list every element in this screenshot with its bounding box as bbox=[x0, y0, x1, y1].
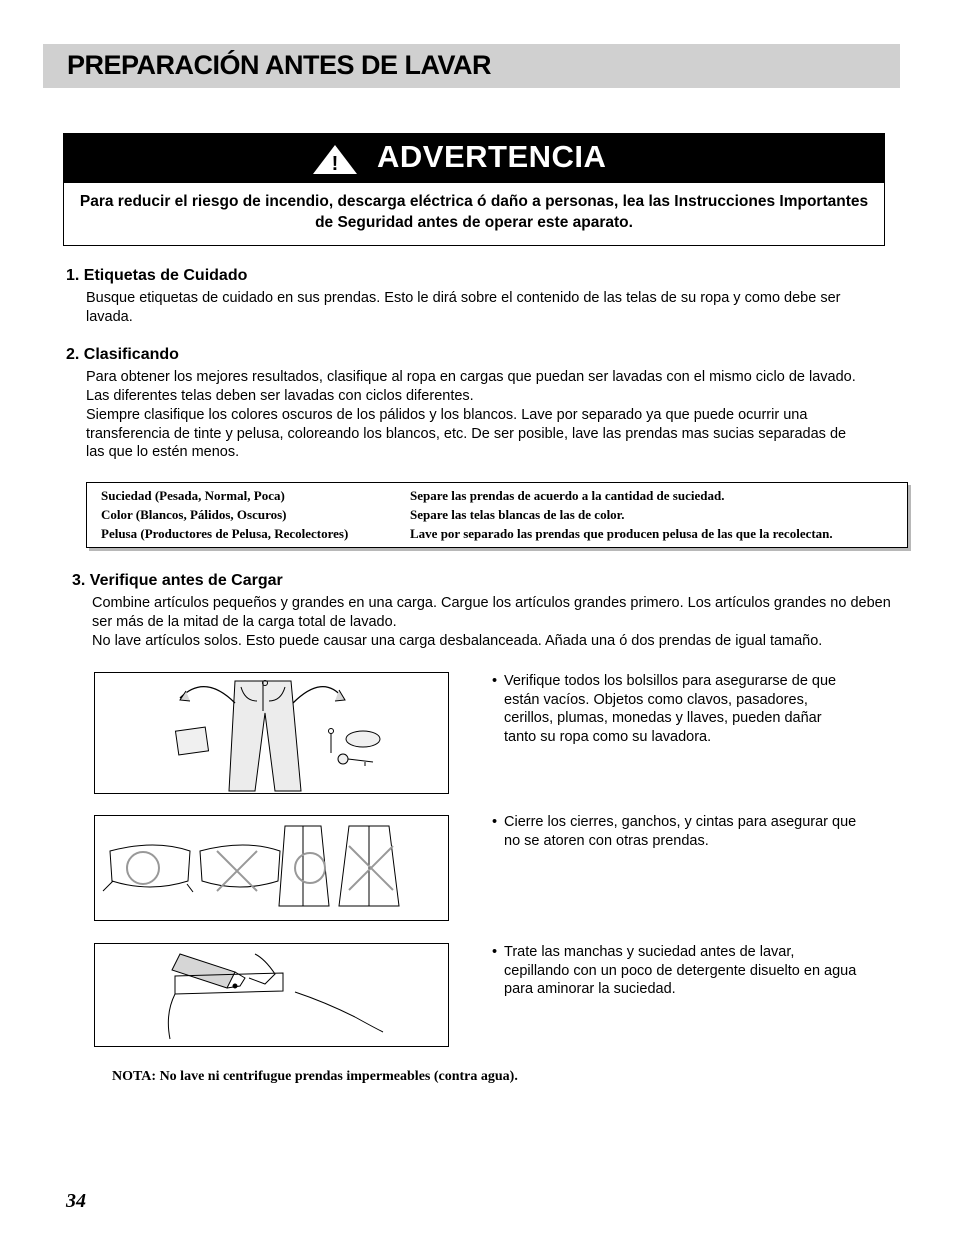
bullet-item bbox=[492, 943, 857, 999]
warning-bar bbox=[64, 134, 884, 183]
section-paragraph: Siempre clasifique los colores oscuros de los pálidos y los blancos. Lave por separado ya que puede ocurrir una transferencia de tinte y pelusa, coloreando los blancos, etc. De ser posible, lave las prendas mas sucias separadas de las que lo estén menos. bbox=[86, 407, 847, 461]
table-cell-instruction: Separe las telas blancas de las de color. bbox=[410, 507, 625, 522]
bullet-item bbox=[492, 672, 857, 747]
table-row bbox=[87, 488, 907, 507]
zipper-fasten-illustration bbox=[94, 815, 449, 921]
section-paragraph: Combine artículos pequeños y grandes en una carga. Cargue los artículos grandes primero. Los artículos grandes no deben ser más de la mitad de la carga total de lavado. bbox=[92, 595, 891, 630]
bullet-text: Trate las manchas y suciedad antes de lavar, cepillando con un poco de detergente disuelto en agua para aminorar la suciedad. bbox=[504, 944, 857, 998]
table-cell-instruction: Lave por separado las prendas que producen pelusa de las que la recolectan. bbox=[410, 526, 833, 541]
warning-box bbox=[63, 133, 885, 246]
table-row bbox=[87, 507, 907, 526]
bullet-text: Cierre los cierres, ganchos, y cintas para asegurar que no se atoren con otras prendas. bbox=[504, 814, 857, 849]
section-heading-care-labels: 1. Etiquetas de Cuidado bbox=[66, 267, 248, 284]
pants-pockets-illustration bbox=[94, 672, 449, 794]
bullet-dot: • bbox=[492, 944, 498, 960]
bullet-dot: • bbox=[492, 673, 498, 689]
table-cell-category: Suciedad (Pesada, Normal, Poca) bbox=[101, 488, 285, 503]
warning-title: ADVERTENCIA bbox=[377, 139, 607, 174]
note-waterproof: NOTA: No lave ni centrifugue prendas impermeables (contra agua). bbox=[112, 1069, 518, 1084]
warning-exclamation: ! bbox=[331, 153, 339, 175]
table-cell-instruction: Separe las prendas de acuerdo a la cantidad de suciedad. bbox=[410, 488, 725, 503]
page-title: PREPARACIÓN ANTES DE LAVAR bbox=[67, 50, 492, 80]
warning-triangle-icon bbox=[310, 143, 360, 175]
bullet-dot: • bbox=[492, 814, 498, 830]
section-paragraph: Busque etiquetas de cuidado en sus prendas. Esto le dirá sobre el contenido de las telas de su ropa y como debe ser lavada. bbox=[86, 290, 841, 325]
sorting-table bbox=[86, 482, 908, 548]
bullet-text: Verifique todos los bolsillos para asegurarse de que están vacíos. Objetos como clavos, pasadores, cerillos, plumas, monedas y llaves, pueden dañar tanto su ropa como su lavadora. bbox=[504, 673, 837, 746]
warning-text: Para reducir el riesgo de incendio, descarga eléctrica ó daño a personas, lea las Instrucciones Importantes de Seguridad antes de operar este aparato. bbox=[79, 193, 869, 231]
section-heading-sorting: 2. Clasificando bbox=[66, 346, 179, 363]
section-paragraph: Para obtener los mejores resultados, clasifique al ropa en cargas que puedan ser lavadas con el mismo ciclo de lavado. Las diferentes telas deben ser lavadas con ciclos diferentes. bbox=[86, 369, 856, 404]
header-band bbox=[43, 44, 900, 88]
section-heading-check-before-loading: 3. Verifique antes de Cargar bbox=[72, 572, 283, 589]
table-cell-category: Pelusa (Productores de Pelusa, Recolectores) bbox=[101, 526, 349, 541]
stain-pretreat-illustration bbox=[94, 943, 449, 1047]
table-cell-category: Color (Blancos, Pálidos, Oscuros) bbox=[101, 507, 287, 522]
page-number: 34 bbox=[66, 1190, 86, 1212]
section-paragraph: No lave artículos solos. Esto puede causar una carga desbalanceada. Añada una ó dos prendas de igual tamaño. bbox=[92, 633, 823, 649]
bullet-item bbox=[492, 813, 857, 850]
table-row bbox=[87, 526, 907, 545]
